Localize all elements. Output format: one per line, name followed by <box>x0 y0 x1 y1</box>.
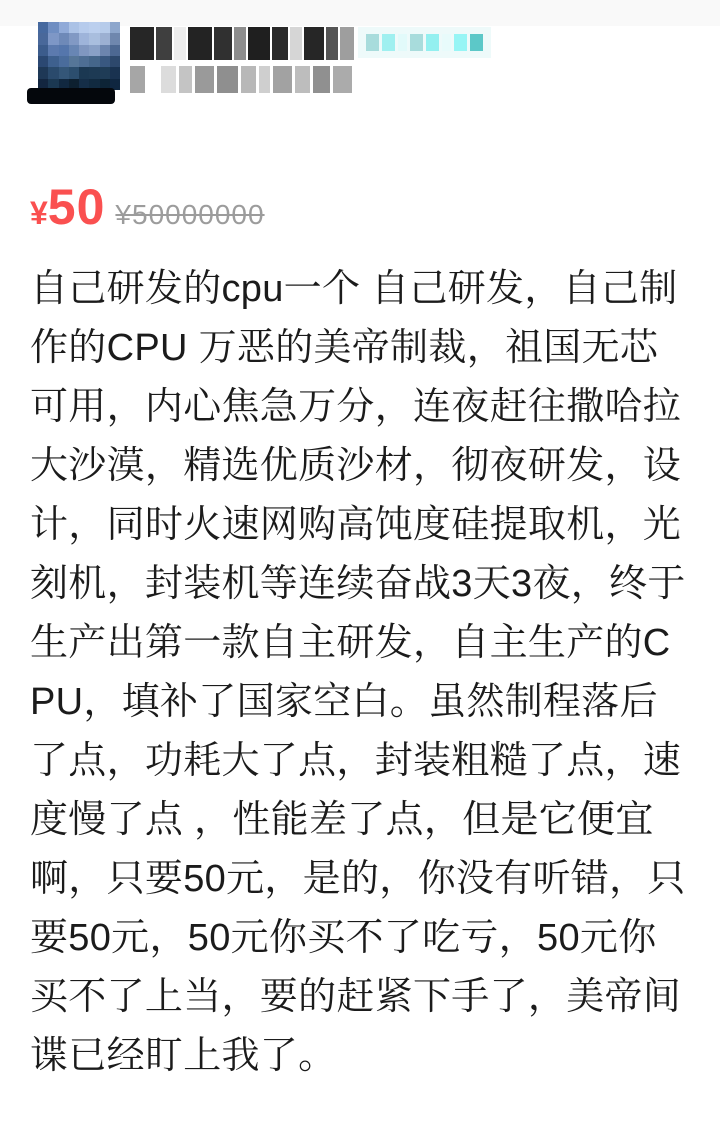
seller-avatar[interactable] <box>38 22 120 104</box>
seller-badge-censored <box>358 27 491 58</box>
seller-header[interactable] <box>0 0 720 120</box>
publish-info-censored <box>130 66 352 93</box>
price-currency-symbol: ¥ <box>30 195 48 231</box>
avatar-pixelated-image <box>38 22 120 90</box>
price-section <box>30 178 265 236</box>
avatar-base-bar <box>27 88 115 104</box>
price-amount: 50 <box>47 179 106 235</box>
seller-username-censored <box>130 27 354 60</box>
original-price-strikethrough: ¥50000000 <box>115 199 265 230</box>
item-description-text: 自己研发的cpu一个 自己研发，自己制作的CPU 万恶的美帝制裁，祖国无芯可用，内心焦急万分，连夜赶往撒哈拉大沙漠，精选优质沙材，彻夜研发，设计，同时火速网购高饨度硅提取机，光刻机，封装机等连续奋战3天3夜，终于生产出第一款自主研发，自主生产的CPU，填补了国家空白。虽然制程落后了点，功耗大了点，封装粗糙了点，速度慢了点 ，性能差了点，但是它便宜啊，只要50元，是的，你没有听错，只要50元，50元你买不了吃亏，50元你买不了上当，要的赶紧下手了，美帝间谍已经盯上我了。 <box>30 268 686 1077</box>
